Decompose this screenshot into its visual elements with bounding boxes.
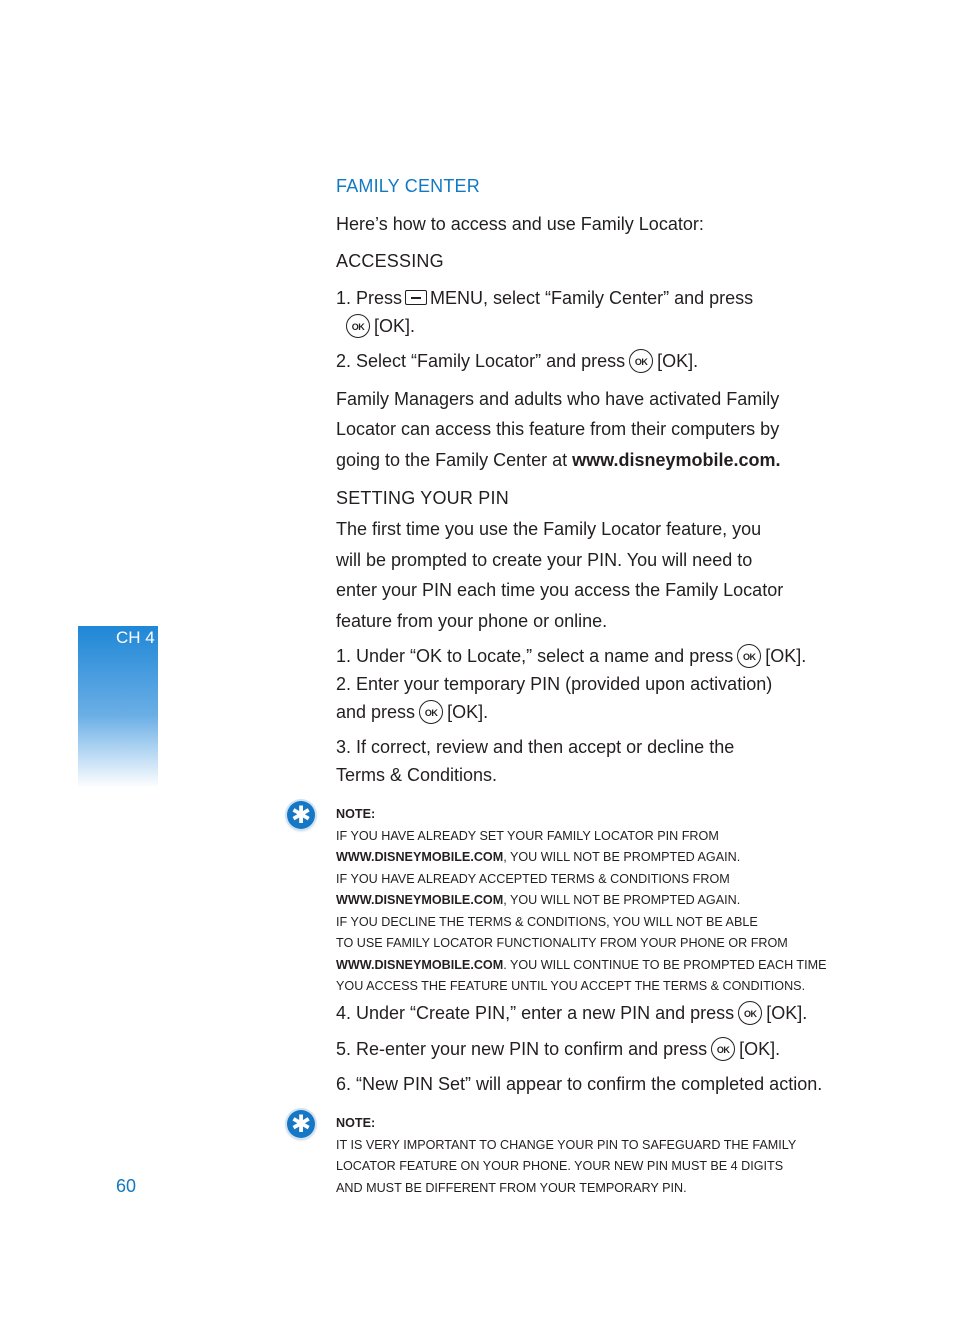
pin-step-6: 6. “New PIN Set” will appear to confirm the completed action. (336, 1074, 823, 1094)
menu-key-icon (405, 290, 427, 305)
note-2-line-2: LOCATOR FEATURE ON YOUR PHONE. YOUR NEW PIN MUST BE 4 DIGITS (336, 1159, 784, 1173)
pin-step-2-cont: and press OK [OK]. (336, 697, 488, 727)
note-2-heading: NOTE: (336, 1116, 376, 1130)
paragraph-line-1: Family Managers and adults who have activated Family (336, 389, 780, 409)
note-2-line-1: IT IS VERY IMPORTANT TO CHANGE YOUR PIN TO SAFEGUARD THE FAMILY (336, 1137, 797, 1152)
pin-step-1: 1. Under “OK to Locate,” select a name and press OK [OK]. (336, 641, 806, 671)
note-1-line-6: TO USE FAMILY LOCATOR FUNCTIONALITY FROM YOUR PHONE OR FROM (336, 936, 788, 950)
pin-step-4: 4. Under “Create PIN,” enter a new PIN and press OK [OK]. (336, 998, 807, 1028)
ok-key-icon: OK (737, 644, 761, 668)
pin-step-3-cont: Terms & Conditions. (336, 765, 498, 785)
accessing-step-1-cont: OK [OK]. (342, 311, 415, 341)
ok-key-icon: OK (629, 349, 653, 373)
note-1-line-2: WWW.DISNEYMOBILE.COM, YOU WILL NOT BE PROMPTED AGAIN. (336, 850, 741, 864)
ok-key-icon: OK (346, 314, 370, 338)
pin-text-line-1: The first time you use the Family Locator feature, you (336, 519, 762, 539)
pin-step-2: 2. Enter your temporary PIN (provided upon activation) (336, 674, 773, 694)
chapter-tab (78, 626, 158, 788)
note-1-heading: NOTE: (336, 807, 376, 821)
paragraph-line-2: Locator can access this feature from their computers by (336, 419, 780, 439)
note-1-line-3: IF YOU HAVE ALREADY ACCEPTED TERMS & CONDITIONS FROM (336, 871, 730, 886)
setting-pin-heading: SETTING YOUR PIN (336, 488, 509, 508)
chapter-label: CH 4 (116, 628, 155, 647)
pin-step-5: 5. Re-enter your new PIN to confirm and press OK [OK]. (336, 1034, 780, 1064)
paragraph-line-3: going to the Family Center at www.disneymobile.com. (336, 450, 781, 470)
note-1-line-7: WWW.DISNEYMOBILE.COM. YOU WILL CONTINUE TO BE PROMPTED EACH TIME (336, 957, 827, 972)
section-title: FAMILY CENTER (336, 176, 480, 196)
website-link[interactable]: WWW.DISNEYMOBILE.COM (336, 957, 504, 972)
pin-text-line-3: enter your PIN each time you access the Family Locator (336, 580, 784, 600)
note-1-line-5: IF YOU DECLINE THE TERMS & CONDITIONS, YOU WILL NOT BE ABLE (336, 914, 758, 929)
accessing-heading: ACCESSING (336, 251, 444, 271)
website-link[interactable]: WWW.DISNEYMOBILE.COM (336, 850, 504, 864)
accessing-step-1: 1. Press MENU, select “Family Center” and press (336, 288, 754, 308)
note-1-line-1: IF YOU HAVE ALREADY SET YOUR FAMILY LOCATOR PIN FROM (336, 828, 719, 843)
intro-text: Here’s how to access and use Family Locator: (336, 214, 704, 234)
website-link[interactable]: www.disneymobile.com. (572, 450, 781, 470)
page-number: 60 (116, 1176, 137, 1196)
pin-text-line-2: will be prompted to create your PIN. You will need to (336, 550, 753, 570)
ok-key-icon: OK (738, 1001, 762, 1025)
ok-key-icon: OK (711, 1037, 735, 1061)
accessing-step-2: 2. Select “Family Locator” and press OK [OK]. (336, 346, 698, 376)
pin-step-3: 3. If correct, review and then accept or decline the (336, 737, 735, 757)
ok-key-icon: OK (419, 700, 443, 724)
note-star-icon: ✱ (287, 801, 315, 829)
website-link[interactable]: WWW.DISNEYMOBILE.COM (336, 893, 504, 907)
note-1 (336, 804, 827, 998)
note-2-line-3: AND MUST BE DIFFERENT FROM YOUR TEMPORARY PIN. (336, 1180, 687, 1195)
note-1-line-4: WWW.DISNEYMOBILE.COM, YOU WILL NOT BE PROMPTED AGAIN. (336, 893, 741, 907)
note-star-icon: ✱ (287, 1110, 315, 1138)
pin-text-line-4: feature from your phone or online. (336, 611, 608, 631)
note-1-line-8: YOU ACCESS THE FEATURE UNTIL YOU ACCEPT THE TERMS & CONDITIONS. (336, 979, 806, 993)
note-2 (336, 1113, 796, 1199)
